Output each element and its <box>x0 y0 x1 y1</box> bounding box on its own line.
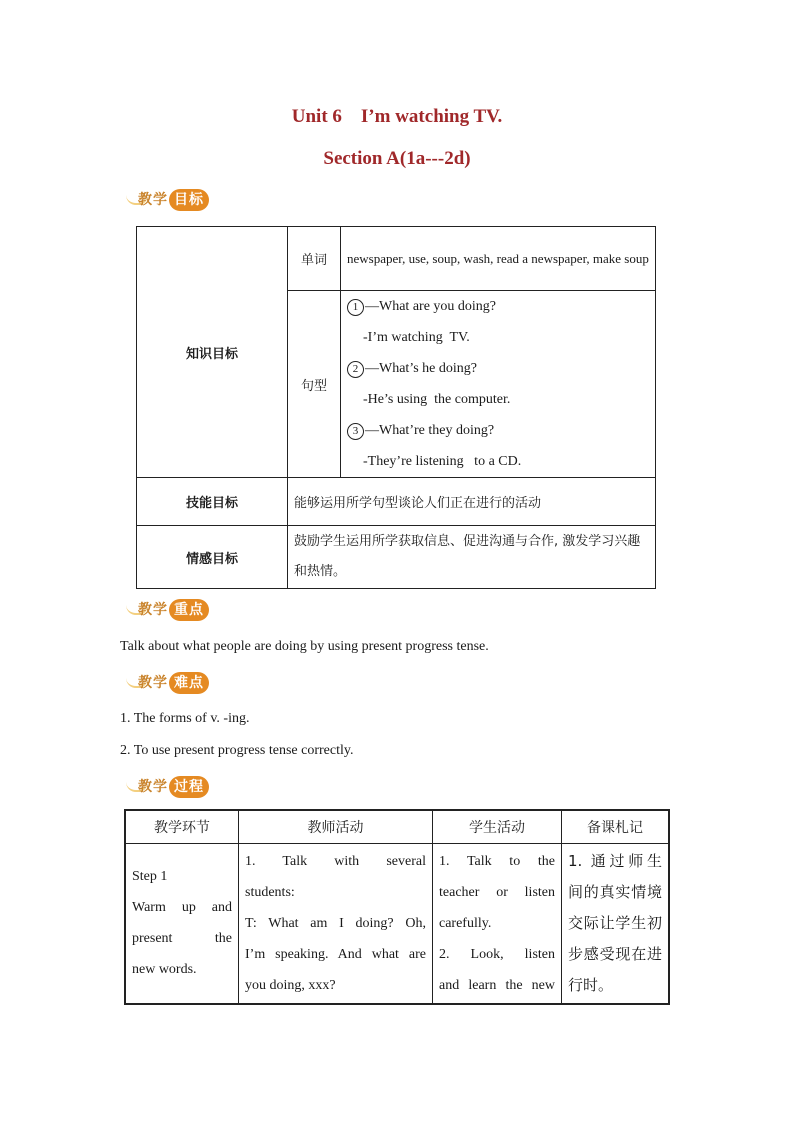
section-objectives-heading <box>120 187 230 213</box>
circled-number: 1 <box>347 299 364 316</box>
sentence-item <box>347 415 649 446</box>
sentence-question: —What’s he doing? <box>365 361 477 376</box>
sentence-answer: -They’re listening to a CD. <box>363 454 522 469</box>
teacher-line: T: What am I doing? Oh, <box>245 916 426 931</box>
circled-number: 3 <box>347 423 364 440</box>
notes-line: 1. 通过师生 <box>568 852 662 870</box>
header-teacher: 教师活动 <box>239 810 433 844</box>
section-label-badge: 难点 <box>169 672 209 694</box>
notes-cell <box>562 844 670 1005</box>
difficulty-item: 2. To use present progress tense correctly. <box>120 743 354 758</box>
objectives-table <box>136 226 656 589</box>
teacher-line: 1. Talk with several <box>245 854 426 869</box>
difficulty-item: 1. The forms of v. -ing. <box>120 711 250 726</box>
student-line: and learn the new <box>439 978 555 993</box>
header-student: 学生活动 <box>433 810 562 844</box>
student-line: carefully. <box>439 916 492 931</box>
section-label-prefix: 教学 <box>138 192 168 208</box>
section-label-badge: 重点 <box>169 599 209 621</box>
step-line: new words. <box>132 962 197 977</box>
emotion-goal-text: 鼓励学生运用所学获取信息、促进沟通与合作, 激发学习兴趣和热情。 <box>288 526 656 589</box>
emotion-goal-label: 情感目标 <box>137 526 288 589</box>
sentence-patterns <box>341 291 656 478</box>
circled-number: 2 <box>347 361 364 378</box>
section-label-badge: 目标 <box>169 189 209 211</box>
words-label: 单词 <box>288 227 341 291</box>
keypoint-text: Talk about what people are doing by using present progress tense. <box>120 639 489 654</box>
teacher-line: students: <box>245 885 295 900</box>
skills-goal-label: 技能目标 <box>137 478 288 526</box>
process-table <box>124 809 670 1005</box>
notes-line: 步感受现在进 <box>568 945 662 963</box>
step-cell <box>125 844 239 1005</box>
knowledge-goal-label: 知识目标 <box>137 227 288 478</box>
section-label-badge: 过程 <box>169 776 209 798</box>
table-row <box>125 844 669 1005</box>
sentence-answer: -I’m watching TV. <box>363 330 470 345</box>
sentence-question: —What’re they doing? <box>365 423 495 438</box>
teacher-line: I’m speaking. And what are <box>245 947 426 962</box>
student-activity-cell <box>433 844 562 1005</box>
section-label-prefix: 教学 <box>138 779 168 795</box>
notes-line: 间的真实情境 <box>568 883 662 901</box>
sentence-answer: -He’s using the computer. <box>363 392 511 407</box>
sentence-question: —What are you doing? <box>365 299 497 314</box>
sentence-item <box>347 291 649 322</box>
sentence-item <box>347 353 649 384</box>
sentences-label: 句型 <box>288 291 341 478</box>
section-keypoints-heading <box>120 597 230 623</box>
section-label-prefix: 教学 <box>138 675 168 691</box>
student-line: 2. Look, listen <box>439 947 555 962</box>
student-line: teacher or listen <box>439 885 555 900</box>
section-process-heading <box>120 774 230 800</box>
header-notes: 备课札记 <box>562 810 670 844</box>
lesson-subtitle: Section A(1a---2d) <box>323 148 471 169</box>
lesson-title: Unit 6 I’m watching TV. <box>291 106 503 127</box>
notes-line: 行时。 <box>568 976 614 994</box>
teacher-line: you doing, xxx? <box>245 978 336 993</box>
step-line: Warm up and <box>132 900 232 915</box>
skills-goal-text: 能够运用所学句型谈论人们正在进行的活动 <box>288 478 656 526</box>
teacher-activity-cell <box>239 844 433 1005</box>
header-stage: 教学环节 <box>125 810 239 844</box>
step-line: present the <box>132 931 232 946</box>
step-title: Step 1 <box>132 869 168 884</box>
section-label-prefix: 教学 <box>138 602 168 618</box>
student-line: 1. Talk to the <box>439 854 555 869</box>
section-difficulties-heading <box>120 670 230 696</box>
notes-line: 交际让学生初 <box>568 914 662 932</box>
words-text: newspaper, use, soup, wash, read a newspaper, make soup <box>341 227 656 291</box>
